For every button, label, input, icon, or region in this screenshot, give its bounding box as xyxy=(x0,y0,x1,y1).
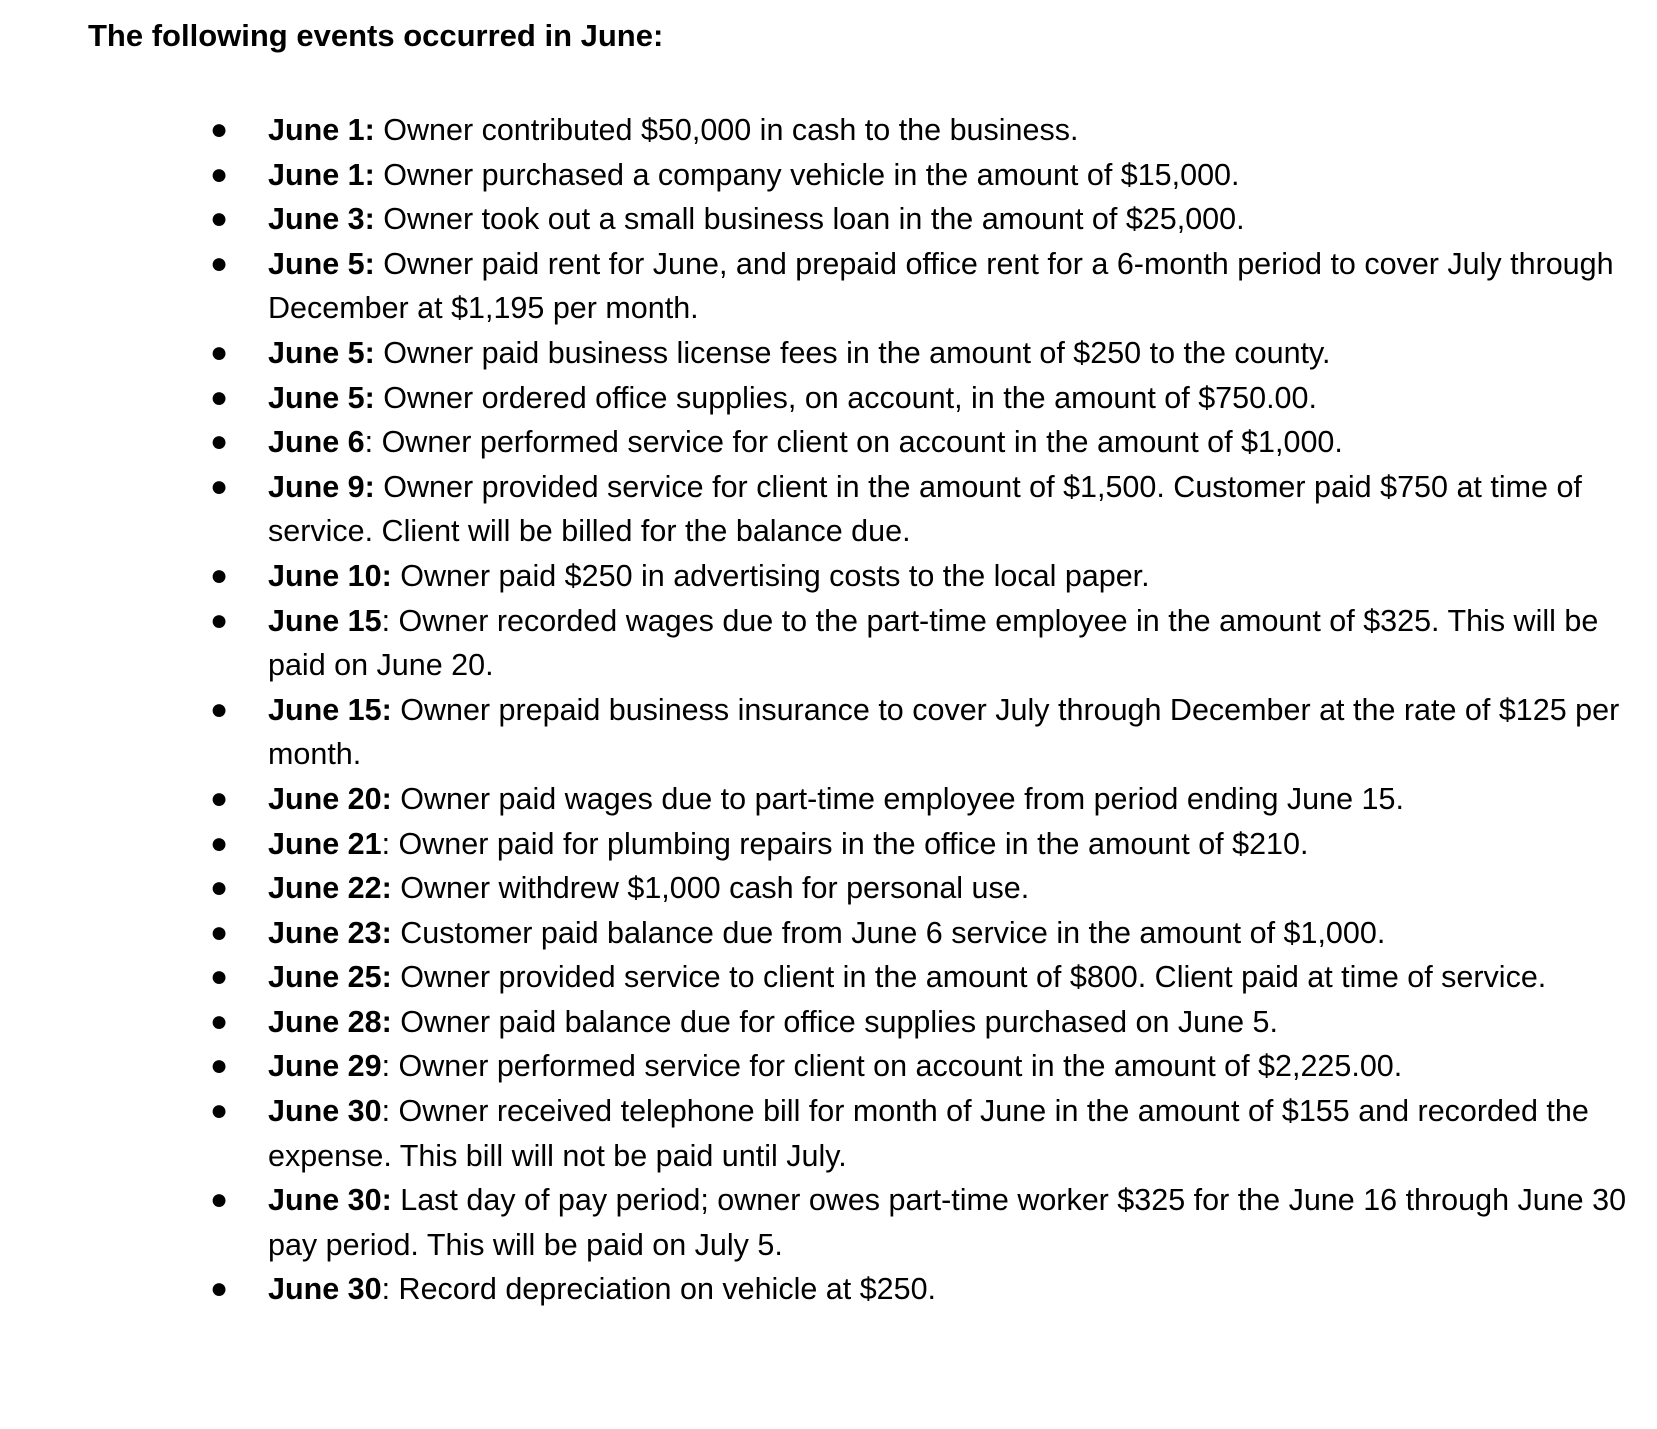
event-text: : Owner recorded wages due to the part-time employee in the amount of $325. This will be paid on June 20. xyxy=(268,603,1599,683)
bullet-icon: ● xyxy=(210,603,229,637)
list-item xyxy=(210,331,1640,376)
event-date: June 22: xyxy=(268,871,392,906)
event-date: June 30 xyxy=(268,1272,382,1307)
event-text: : Owner performed service for client on account in the amount of $2,225.00. xyxy=(381,1049,1403,1084)
bullet-icon: ● xyxy=(210,425,229,459)
event-date: June 30: xyxy=(268,1183,392,1218)
list-item xyxy=(210,197,1640,242)
bullet-icon: ● xyxy=(210,1272,229,1306)
list-item xyxy=(210,599,1640,688)
event-date: June 15 xyxy=(268,603,382,638)
list-item xyxy=(210,554,1640,599)
bullet-icon: ● xyxy=(210,826,229,860)
event-date: June 1: xyxy=(268,157,375,192)
list-item xyxy=(210,1089,1640,1178)
list-item xyxy=(210,866,1640,911)
document-heading: The following events occurred in June: xyxy=(88,18,664,53)
event-text: Owner ordered office supplies, on account, in the amount of $750.00. xyxy=(383,380,1317,415)
event-text: : Owner paid for plumbing repairs in the office in the amount of $210. xyxy=(381,826,1309,861)
event-text: Customer paid balance due from June 6 service in the amount of $1,000. xyxy=(400,915,1386,950)
event-text: Last day of pay period; owner owes part-time worker $325 for the June 16 through June 30 pay period. This will be paid on July 5. xyxy=(268,1183,1627,1262)
event-text: Owner provided service to client in the amount of $800. Client paid at time of service. xyxy=(400,960,1547,995)
list-item xyxy=(210,955,1640,1000)
bullet-icon: ● xyxy=(210,781,229,815)
event-date: June 3: xyxy=(268,202,375,237)
bullet-icon: ● xyxy=(210,1004,229,1038)
bullet-icon: ● xyxy=(210,380,229,414)
event-date: June 9: xyxy=(268,469,375,504)
bullet-icon: ● xyxy=(210,692,229,726)
event-date: June 1: xyxy=(268,113,375,147)
list-item xyxy=(210,465,1640,554)
list-item xyxy=(210,911,1640,956)
event-date: June 5: xyxy=(268,246,375,281)
list-item xyxy=(210,1178,1640,1267)
list-item xyxy=(210,1267,1640,1312)
bullet-icon: ● xyxy=(210,960,229,994)
list-item xyxy=(210,376,1640,421)
bullet-icon: ● xyxy=(210,335,229,369)
bullet-icon: ● xyxy=(210,157,229,191)
bullet-icon: ● xyxy=(210,871,229,905)
list-item xyxy=(210,420,1640,465)
event-date: June 23: xyxy=(268,915,392,950)
event-date: June 5: xyxy=(268,335,375,370)
event-text: Owner prepaid business insurance to cover July through December at the rate of $125 per month. xyxy=(268,692,1620,772)
event-date: June 21 xyxy=(268,826,382,861)
event-date: June 28: xyxy=(268,1004,392,1039)
list-item xyxy=(210,1044,1640,1089)
bullet-icon: ● xyxy=(210,558,229,592)
list-item xyxy=(210,153,1640,198)
event-list xyxy=(210,108,1640,1312)
list-item xyxy=(210,242,1640,331)
list-item xyxy=(210,1000,1640,1045)
event-text: : Owner performed service for client on account in the amount of $1,000. xyxy=(364,425,1343,460)
event-text: Owner paid balance due for office supplies purchased on June 5. xyxy=(400,1004,1278,1039)
event-date: June 10: xyxy=(268,558,392,593)
event-date: June 20: xyxy=(268,781,392,816)
event-text: Owner paid rent for June, and prepaid office rent for a 6-month period to cover July through December at $1,195 per month. xyxy=(268,246,1614,326)
list-item xyxy=(210,777,1640,822)
event-text: Owner contributed $50,000 in cash to the business. xyxy=(383,113,1079,147)
bullet-icon: ● xyxy=(210,1049,229,1083)
bullet-icon: ● xyxy=(210,1183,229,1217)
bullet-icon: ● xyxy=(210,246,229,280)
event-text: Owner paid wages due to part-time employee from period ending June 15. xyxy=(400,781,1404,816)
event-text: Owner paid business license fees in the amount of $250 to the county. xyxy=(383,335,1331,370)
event-text: : Record depreciation on vehicle at $250. xyxy=(381,1272,937,1307)
event-text: Owner provided service for client in the amount of $1,500. Customer paid $750 at time of service. Client will be billed for the balance due. xyxy=(268,469,1582,549)
list-item xyxy=(210,688,1640,777)
event-text: Owner purchased a company vehicle in the amount of $15,000. xyxy=(383,157,1240,192)
event-text: Owner took out a small business loan in the amount of $25,000. xyxy=(383,202,1245,237)
bullet-icon: ● xyxy=(210,469,229,503)
event-date: June 6 xyxy=(268,425,365,460)
event-text: : Owner received telephone bill for month of June in the amount of $155 and recorded the expense. This bill will not be paid until July. xyxy=(268,1094,1589,1173)
bullet-icon: ● xyxy=(210,202,229,236)
list-item xyxy=(210,108,1640,153)
bullet-icon: ● xyxy=(210,113,229,146)
event-date: June 15: xyxy=(268,692,392,727)
event-text: Owner withdrew $1,000 cash for personal use. xyxy=(400,871,1030,906)
event-date: June 5: xyxy=(268,380,375,415)
event-text: Owner paid $250 in advertising costs to the local paper. xyxy=(400,558,1150,593)
event-date: June 30 xyxy=(268,1094,382,1129)
bullet-icon: ● xyxy=(210,1094,229,1128)
event-date: June 25: xyxy=(268,960,392,995)
event-date: June 29 xyxy=(268,1049,382,1084)
list-item xyxy=(210,822,1640,867)
bullet-icon: ● xyxy=(210,915,229,949)
